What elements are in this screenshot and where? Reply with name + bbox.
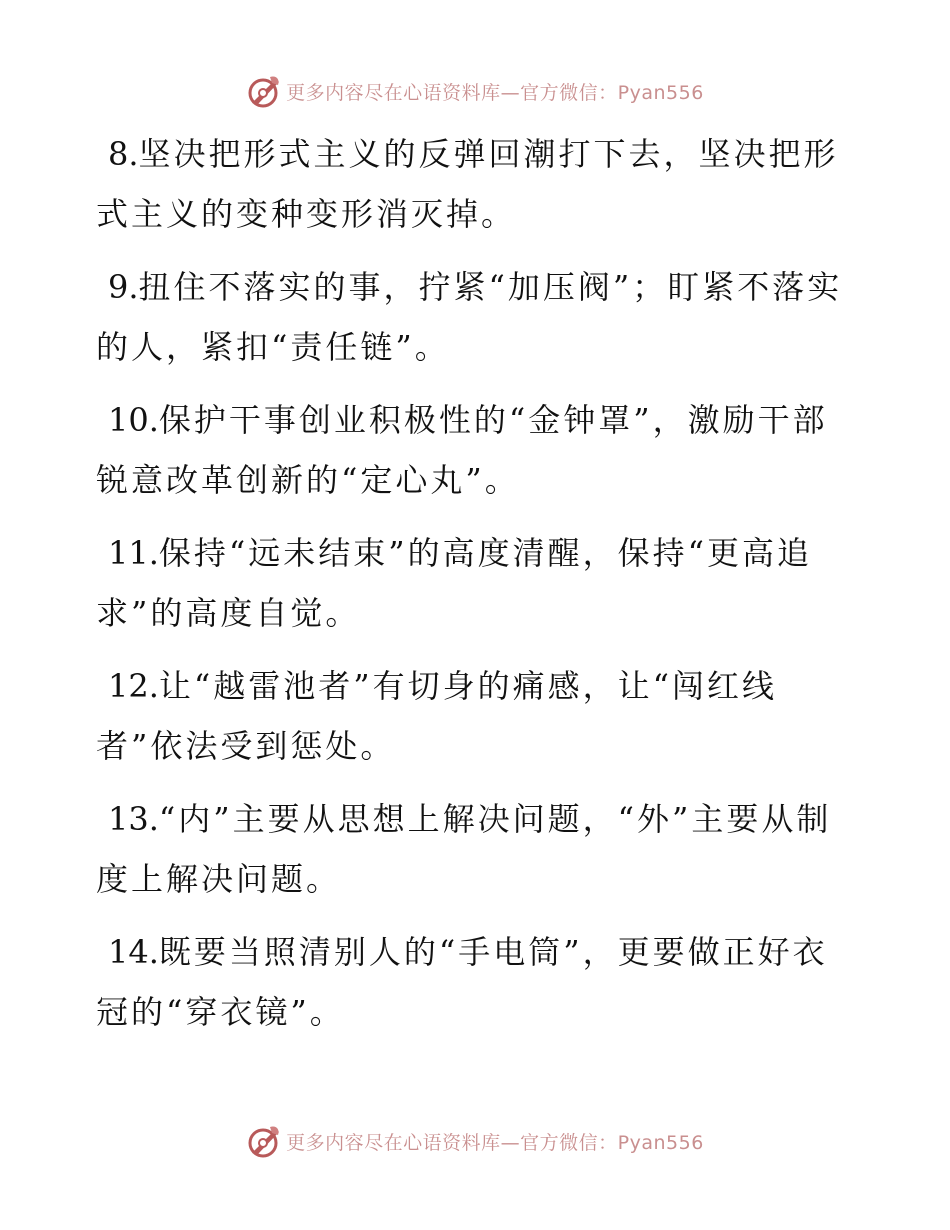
list-item (96, 124, 856, 244)
footer-banner (0, 1121, 950, 1161)
list-item (96, 922, 856, 1042)
item-text: 扭住不落实的事，拧紧“加压阀”；盯紧不落实的人，紧扣“责任链”。 (96, 268, 843, 366)
item-number: 14. (108, 933, 159, 971)
item-text: “内”主要从思想上解决问题，“外”主要从制度上解决问题。 (96, 800, 832, 898)
header-banner-text: 更多内容尽在心语资料库—官方微信：Pyan556 (286, 81, 704, 104)
quill-logo-icon (246, 73, 282, 109)
item-number: 9. (108, 268, 139, 306)
list-item (96, 656, 856, 776)
item-number: 11. (108, 534, 159, 572)
item-number: 8. (108, 135, 139, 173)
item-text: 保护干事创业积极性的“金钟罩”，激励干部锐意改革创新的“定心丸”。 (96, 401, 828, 499)
list-item (96, 523, 856, 643)
list-item (96, 390, 856, 510)
item-text: 让“越雷池者”有切身的痛感，让“闯红线者”依法受到惩处。 (96, 667, 777, 765)
item-number: 10. (108, 401, 159, 439)
item-number: 12. (108, 667, 159, 705)
quill-logo-icon (246, 1123, 282, 1159)
item-text: 坚决把形式主义的反弹回潮打下去，坚决把形式主义的变种变形消灭掉。 (96, 135, 839, 233)
list-item (96, 257, 856, 377)
item-number: 13. (108, 800, 159, 838)
item-text: 既要当照清别人的“手电筒”，更要做正好衣冠的“穿衣镜”。 (96, 933, 828, 1031)
document-body (96, 124, 856, 1055)
footer-banner-text: 更多内容尽在心语资料库—官方微信：Pyan556 (286, 1131, 704, 1154)
list-item (96, 789, 856, 909)
header-banner (0, 71, 950, 111)
item-text: 保持“远未结束”的高度清醒，保持“更高追求”的高度自觉。 (96, 534, 812, 632)
